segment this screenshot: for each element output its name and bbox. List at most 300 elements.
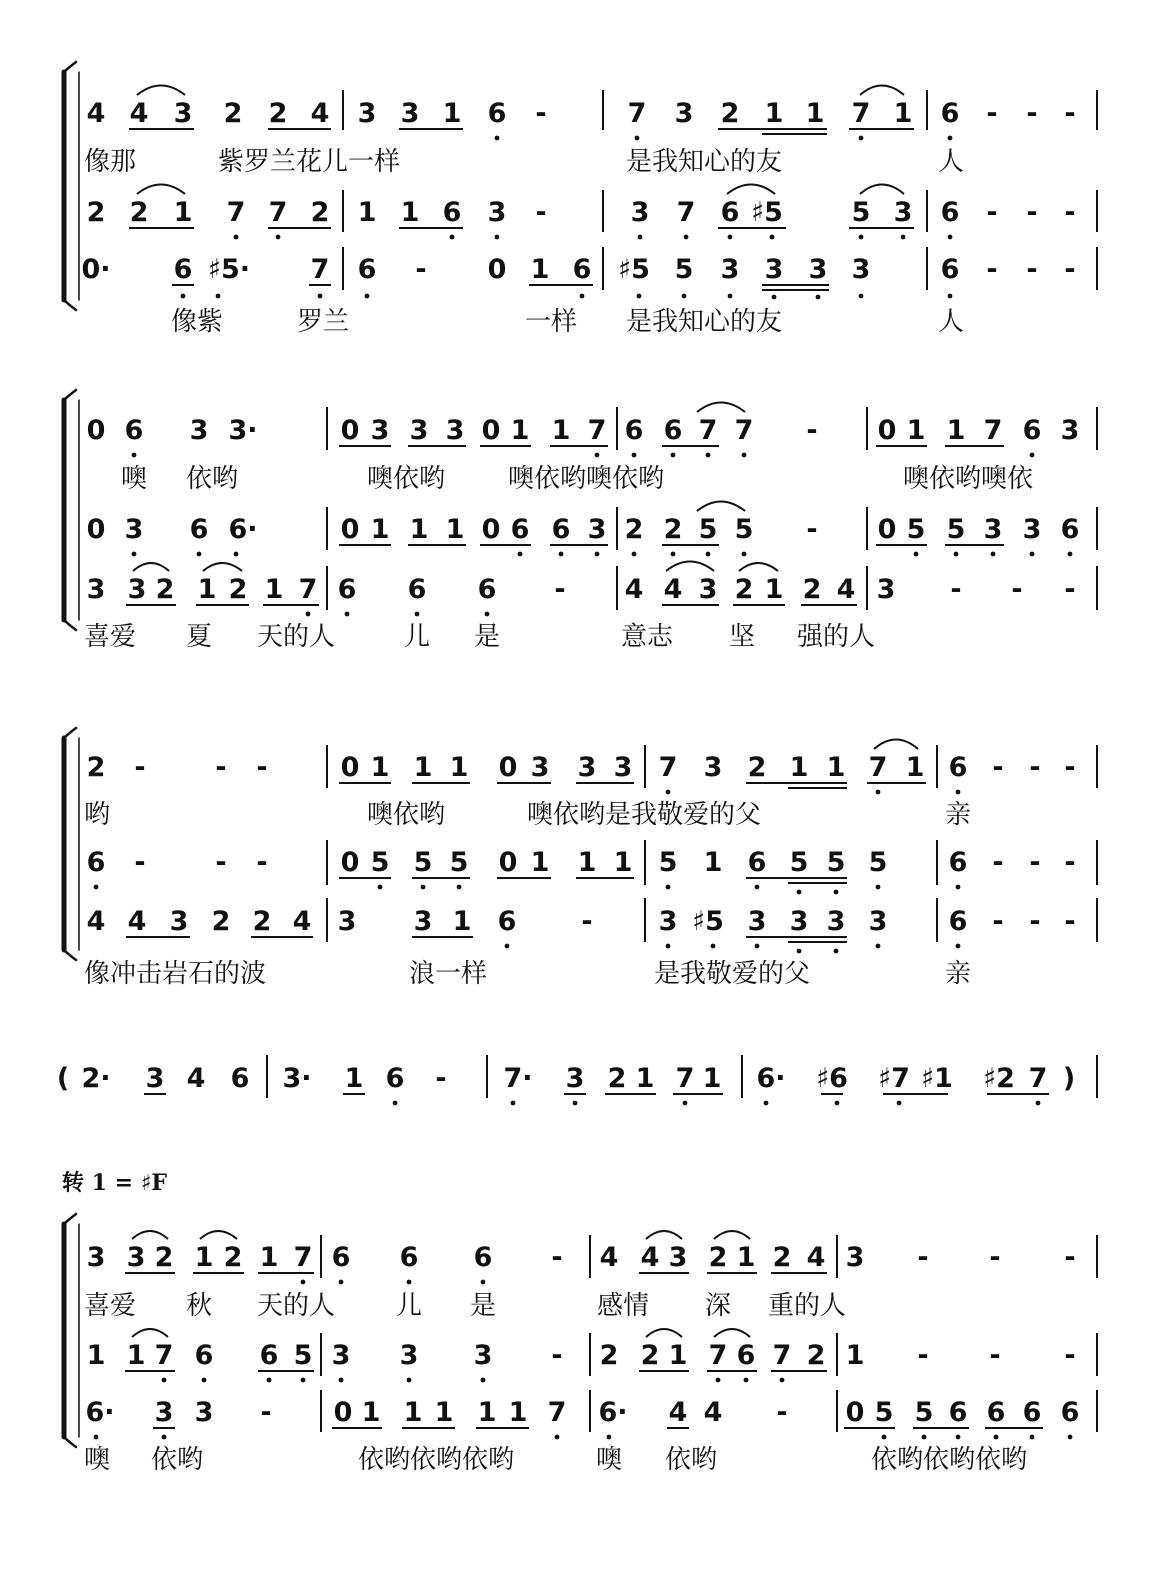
svg-text:-: - xyxy=(1011,574,1023,605)
svg-text:-: - xyxy=(1026,98,1038,129)
svg-text:4: 4 xyxy=(86,98,106,129)
svg-text:3: 3 xyxy=(658,906,678,937)
svg-text:5: 5 xyxy=(874,1397,894,1428)
svg-text:0: 0 xyxy=(481,514,501,545)
svg-text:6: 6 xyxy=(624,415,644,446)
svg-text:3: 3 xyxy=(1060,415,1080,446)
svg-text:喜爱: 喜爱 xyxy=(84,622,137,652)
svg-text:1: 1 xyxy=(126,1340,146,1371)
svg-text:-: - xyxy=(1029,752,1041,783)
svg-text:-: - xyxy=(1064,254,1076,285)
svg-text:6: 6 xyxy=(173,254,193,285)
svg-text:6: 6 xyxy=(1022,1397,1042,1428)
svg-text:秋: 秋 xyxy=(186,1291,213,1321)
svg-text:一样: 一样 xyxy=(525,307,578,337)
svg-text:1: 1 xyxy=(409,514,429,545)
system-3-part-2-notes xyxy=(87,847,1076,894)
svg-text:6: 6 xyxy=(948,752,968,783)
svg-text:-: - xyxy=(1064,752,1076,783)
svg-text:6·: 6· xyxy=(228,514,258,545)
svg-text:罗兰: 罗兰 xyxy=(297,307,350,337)
svg-text:2·: 2· xyxy=(81,1063,111,1094)
svg-text:-: - xyxy=(917,1340,929,1371)
svg-text:-: - xyxy=(806,514,818,545)
svg-text:♯2: ♯2 xyxy=(983,1063,1015,1094)
system-3 xyxy=(84,740,1076,990)
svg-text:7: 7 xyxy=(708,1340,728,1371)
svg-text:5: 5 xyxy=(293,1340,313,1371)
system-5 xyxy=(84,1231,1079,1475)
svg-text:0: 0 xyxy=(877,514,897,545)
svg-text:-: - xyxy=(917,1242,929,1273)
svg-text:6: 6 xyxy=(497,906,517,937)
svg-text:1: 1 xyxy=(452,906,472,937)
svg-text:-: - xyxy=(1064,98,1076,129)
svg-text:3: 3 xyxy=(587,514,607,545)
svg-text:6: 6 xyxy=(551,514,571,545)
svg-text:6: 6 xyxy=(473,1242,493,1273)
svg-text:3: 3 xyxy=(370,415,390,446)
svg-text:依哟依哟依哟: 依哟依哟依哟 xyxy=(871,1445,1028,1475)
svg-text:-: - xyxy=(1064,906,1076,937)
svg-text:3: 3 xyxy=(703,752,723,783)
svg-text:3: 3 xyxy=(868,906,888,937)
svg-text:6: 6 xyxy=(259,1340,279,1371)
svg-text:0: 0 xyxy=(498,752,518,783)
system-1-lyrics-2 xyxy=(171,307,964,337)
bracket-system-2 xyxy=(64,390,79,630)
svg-text:1: 1 xyxy=(434,1397,454,1428)
svg-text:3: 3 xyxy=(720,254,740,285)
svg-text:噢依哟是我敬爱的父: 噢依哟是我敬爱的父 xyxy=(527,800,762,830)
svg-text:3: 3 xyxy=(86,574,106,605)
svg-text:1: 1 xyxy=(344,1063,364,1094)
svg-text:♯7: ♯7 xyxy=(878,1063,910,1094)
svg-text:(: ( xyxy=(56,1063,70,1094)
system-3-lyrics-2 xyxy=(84,959,971,989)
svg-text:6·: 6· xyxy=(85,1397,115,1428)
svg-text:6: 6 xyxy=(510,514,530,545)
svg-text:3: 3 xyxy=(337,906,357,937)
svg-text:0·: 0· xyxy=(81,254,111,285)
svg-text:-: - xyxy=(806,415,818,446)
svg-text:-: - xyxy=(215,847,227,878)
svg-text:7: 7 xyxy=(983,415,1003,446)
svg-text:7: 7 xyxy=(293,1242,313,1273)
svg-text:5: 5 xyxy=(789,847,809,878)
svg-text:-: - xyxy=(1064,574,1076,605)
svg-text:6: 6 xyxy=(331,1242,351,1273)
svg-text:6: 6 xyxy=(948,906,968,937)
svg-text:7: 7 xyxy=(627,98,647,129)
svg-text:♯5: ♯5 xyxy=(618,254,650,285)
svg-text:5: 5 xyxy=(906,514,926,545)
svg-text:0: 0 xyxy=(86,514,106,545)
svg-text:6: 6 xyxy=(337,574,357,605)
svg-text:6: 6 xyxy=(86,847,106,878)
svg-text:6: 6 xyxy=(986,1397,1006,1428)
svg-text:6: 6 xyxy=(948,847,968,878)
svg-text:-: - xyxy=(260,1397,272,1428)
svg-text:深: 深 xyxy=(705,1291,732,1321)
svg-text:7: 7 xyxy=(698,415,718,446)
svg-text:2: 2 xyxy=(223,98,243,129)
svg-text:0: 0 xyxy=(86,415,106,446)
svg-text:♯1: ♯1 xyxy=(921,1063,953,1094)
svg-text:6: 6 xyxy=(399,1242,419,1273)
svg-text:6: 6 xyxy=(357,254,377,285)
svg-text:3: 3 xyxy=(413,906,433,937)
svg-text:1: 1 xyxy=(577,847,597,878)
svg-text:4: 4 xyxy=(129,98,149,129)
system-5-lyrics-2 xyxy=(84,1445,1027,1475)
svg-text:7: 7 xyxy=(298,574,318,605)
svg-text:-: - xyxy=(551,1242,563,1273)
svg-text:3: 3 xyxy=(127,574,147,605)
svg-text:2: 2 xyxy=(211,906,231,937)
svg-text:1: 1 xyxy=(826,752,846,783)
svg-text:1: 1 xyxy=(173,197,193,228)
svg-text:1: 1 xyxy=(764,574,784,605)
svg-text:儿: 儿 xyxy=(404,622,431,652)
svg-text:♯6: ♯6 xyxy=(816,1063,848,1094)
svg-text:3: 3 xyxy=(893,197,913,228)
svg-text:7: 7 xyxy=(734,415,754,446)
svg-text:7: 7 xyxy=(268,197,288,228)
svg-text:2: 2 xyxy=(228,574,248,605)
svg-text:3: 3 xyxy=(357,98,377,129)
svg-text:是我敬爱的父: 是我敬爱的父 xyxy=(654,959,811,989)
svg-text:1: 1 xyxy=(264,574,284,605)
svg-text:3: 3 xyxy=(409,415,429,446)
svg-text:4: 4 xyxy=(703,1397,723,1428)
svg-text:-: - xyxy=(1026,254,1038,285)
system-2-part-2-notes xyxy=(87,502,1080,557)
svg-text:噢依哟: 噢依哟 xyxy=(367,464,446,494)
svg-text:6·: 6· xyxy=(598,1397,628,1428)
svg-text:3: 3 xyxy=(565,1063,585,1094)
svg-text:-: - xyxy=(989,1340,1001,1371)
svg-text:6: 6 xyxy=(442,197,462,228)
svg-text:3: 3 xyxy=(876,574,896,605)
svg-text:2: 2 xyxy=(734,574,754,605)
svg-text:6: 6 xyxy=(487,98,507,129)
score-text-rows xyxy=(2,0,27,3)
svg-text:♯5: ♯5 xyxy=(751,197,783,228)
svg-text:-: - xyxy=(551,1340,563,1371)
svg-text:1: 1 xyxy=(445,514,465,545)
svg-text:5: 5 xyxy=(826,847,846,878)
svg-text:像紫: 像紫 xyxy=(171,307,224,337)
svg-text:-: - xyxy=(134,847,146,878)
svg-text:-: - xyxy=(992,847,1004,878)
svg-text:2: 2 xyxy=(86,752,106,783)
svg-text:2: 2 xyxy=(310,197,330,228)
svg-text:6: 6 xyxy=(663,415,683,446)
svg-text:): ) xyxy=(1062,1063,1076,1094)
svg-text:4: 4 xyxy=(86,906,106,937)
svg-text:1: 1 xyxy=(805,98,825,129)
svg-text:1: 1 xyxy=(635,1063,655,1094)
svg-text:1: 1 xyxy=(508,1397,528,1428)
svg-text:1: 1 xyxy=(789,752,809,783)
svg-text:3: 3 xyxy=(473,1340,493,1371)
svg-text:-: - xyxy=(992,906,1004,937)
svg-text:3: 3 xyxy=(169,906,189,937)
bracket-system-1 xyxy=(64,62,79,310)
svg-text:7: 7 xyxy=(851,98,871,129)
svg-text:-: - xyxy=(415,254,427,285)
svg-text:2: 2 xyxy=(599,1340,619,1371)
svg-text:亲: 亲 xyxy=(945,800,972,830)
svg-text:1: 1 xyxy=(893,98,913,129)
svg-text:亲: 亲 xyxy=(945,959,972,989)
system-2-part-3-notes xyxy=(87,562,1076,617)
svg-text:-: - xyxy=(986,254,998,285)
svg-text:2: 2 xyxy=(640,1340,660,1371)
svg-text:感情: 感情 xyxy=(597,1291,650,1321)
svg-text:-: - xyxy=(992,752,1004,783)
svg-text:2: 2 xyxy=(154,1242,174,1273)
system-3-part-1-notes xyxy=(87,740,1076,795)
svg-text:夏: 夏 xyxy=(186,622,213,652)
svg-text:-: - xyxy=(1026,197,1038,228)
svg-text:1: 1 xyxy=(530,847,550,878)
svg-text:2: 2 xyxy=(607,1063,627,1094)
svg-text:1: 1 xyxy=(357,197,377,228)
svg-text:5: 5 xyxy=(449,847,469,878)
svg-text:是: 是 xyxy=(474,622,501,652)
svg-text:5: 5 xyxy=(734,514,754,545)
svg-text:3: 3 xyxy=(808,254,828,285)
svg-text:1: 1 xyxy=(477,1397,497,1428)
svg-text:2: 2 xyxy=(268,98,288,129)
svg-text:紫罗兰花儿一样: 紫罗兰花儿一样 xyxy=(218,147,401,177)
interlude xyxy=(57,1063,1075,1105)
svg-text:6: 6 xyxy=(720,197,740,228)
svg-text:噢: 噢 xyxy=(596,1445,623,1475)
system-1-lyrics-1 xyxy=(84,147,964,177)
svg-text:0: 0 xyxy=(340,415,360,446)
svg-text:4: 4 xyxy=(186,1063,206,1094)
svg-text:0: 0 xyxy=(340,514,360,545)
svg-text:7: 7 xyxy=(547,1397,567,1428)
svg-text:哟: 哟 xyxy=(84,800,111,830)
svg-text:1: 1 xyxy=(361,1397,381,1428)
system-3-lyrics-1 xyxy=(84,800,971,830)
svg-text:3: 3 xyxy=(1022,514,1042,545)
svg-text:3: 3 xyxy=(789,906,809,937)
svg-text:3: 3 xyxy=(530,752,550,783)
svg-text:是我知心的友: 是我知心的友 xyxy=(626,147,783,177)
svg-text:-: - xyxy=(1029,906,1041,937)
svg-text:4: 4 xyxy=(292,906,312,937)
svg-text:重的人: 重的人 xyxy=(768,1291,847,1321)
system-5-part-3-notes xyxy=(85,1397,1079,1439)
system-5-part-2-notes xyxy=(87,1329,1076,1382)
svg-text:3: 3 xyxy=(400,98,420,129)
svg-text:3: 3 xyxy=(577,752,597,783)
svg-text:3: 3 xyxy=(145,1063,165,1094)
svg-text:3: 3 xyxy=(826,906,846,937)
svg-text:人: 人 xyxy=(938,147,965,177)
system-2 xyxy=(84,403,1079,653)
svg-text:6: 6 xyxy=(572,254,592,285)
svg-text:6: 6 xyxy=(230,1063,250,1094)
svg-text:4: 4 xyxy=(127,906,147,937)
svg-text:7: 7 xyxy=(587,415,607,446)
svg-text:♯5: ♯5 xyxy=(692,906,724,937)
svg-text:是我知心的友: 是我知心的友 xyxy=(626,307,783,337)
svg-text:-: - xyxy=(986,197,998,228)
svg-text:0: 0 xyxy=(481,415,501,446)
system-5-lyrics-1 xyxy=(84,1291,846,1321)
system-5-row-5 xyxy=(2,0,22,3)
svg-text:2: 2 xyxy=(708,1242,728,1273)
svg-text:4: 4 xyxy=(663,574,683,605)
svg-text:1: 1 xyxy=(413,752,433,783)
svg-text:依哟: 依哟 xyxy=(665,1445,718,1475)
svg-text:6: 6 xyxy=(736,1340,756,1371)
svg-text:2: 2 xyxy=(223,1242,243,1273)
svg-text:3: 3 xyxy=(674,98,694,129)
svg-text:-: - xyxy=(950,574,962,605)
svg-text:3: 3 xyxy=(445,415,465,446)
svg-text:1: 1 xyxy=(403,1397,423,1428)
svg-text:3: 3 xyxy=(86,1242,106,1273)
svg-text:5: 5 xyxy=(851,197,871,228)
svg-text:6: 6 xyxy=(1060,1397,1080,1428)
svg-text:噢: 噢 xyxy=(84,1445,111,1475)
svg-text:1: 1 xyxy=(370,514,390,545)
svg-text:1: 1 xyxy=(194,1242,214,1273)
svg-text:6: 6 xyxy=(407,574,427,605)
svg-text:3: 3 xyxy=(698,574,718,605)
svg-text:1: 1 xyxy=(400,197,420,228)
svg-text:1: 1 xyxy=(197,574,217,605)
svg-text:4: 4 xyxy=(310,98,330,129)
svg-text:7: 7 xyxy=(1028,1063,1048,1094)
svg-text:是: 是 xyxy=(470,1291,497,1321)
svg-text:6: 6 xyxy=(189,514,209,545)
svg-text:3: 3 xyxy=(845,1242,865,1273)
svg-text:-: - xyxy=(986,98,998,129)
svg-text:0: 0 xyxy=(340,847,360,878)
svg-text:-: - xyxy=(1029,847,1041,878)
svg-text:1: 1 xyxy=(442,98,462,129)
svg-text:3: 3 xyxy=(747,906,767,937)
svg-text:坚: 坚 xyxy=(729,622,756,652)
key-change-label: 转 1 = ♯F xyxy=(62,1170,167,1196)
svg-text:4: 4 xyxy=(668,1397,688,1428)
svg-text:3: 3 xyxy=(173,98,193,129)
svg-text:-: - xyxy=(134,752,146,783)
svg-text:依哟: 依哟 xyxy=(151,1445,204,1475)
svg-text:喜爱: 喜爱 xyxy=(84,1291,137,1321)
svg-text:1: 1 xyxy=(613,847,633,878)
svg-text:1: 1 xyxy=(764,98,784,129)
svg-text:意志: 意志 xyxy=(621,622,674,652)
svg-text:1: 1 xyxy=(668,1340,688,1371)
svg-text:3: 3 xyxy=(630,197,650,228)
svg-text:1: 1 xyxy=(703,847,723,878)
bar-lines xyxy=(264,90,1097,1432)
svg-text:4: 4 xyxy=(806,1242,826,1273)
svg-text:1: 1 xyxy=(946,415,966,446)
svg-text:浪一样: 浪一样 xyxy=(409,959,488,989)
svg-text:3: 3 xyxy=(851,254,871,285)
svg-text:6: 6 xyxy=(1022,415,1042,446)
svg-text:-: - xyxy=(535,98,547,129)
svg-text:2: 2 xyxy=(772,1242,792,1273)
svg-text:像那: 像那 xyxy=(84,147,137,177)
svg-text:0: 0 xyxy=(877,415,897,446)
svg-text:6: 6 xyxy=(940,197,960,228)
svg-text:1: 1 xyxy=(845,1340,865,1371)
svg-text:天的人: 天的人 xyxy=(257,622,336,652)
svg-text:-: - xyxy=(535,197,547,228)
svg-text:3: 3 xyxy=(487,197,507,228)
svg-text:3: 3 xyxy=(331,1340,351,1371)
svg-text:7: 7 xyxy=(658,752,678,783)
svg-text:7: 7 xyxy=(868,752,888,783)
svg-text:人: 人 xyxy=(938,307,965,337)
svg-text:2: 2 xyxy=(155,574,175,605)
svg-text:3: 3 xyxy=(613,752,633,783)
svg-text:7: 7 xyxy=(676,197,696,228)
svg-text:5: 5 xyxy=(674,254,694,285)
svg-text:3·: 3· xyxy=(228,415,258,446)
system-2-part-1-notes xyxy=(87,403,1080,458)
svg-text:1: 1 xyxy=(736,1242,756,1273)
svg-text:2: 2 xyxy=(624,514,644,545)
svg-text:6: 6 xyxy=(1060,514,1080,545)
svg-text:-: - xyxy=(256,752,268,783)
svg-text:1: 1 xyxy=(510,415,530,446)
svg-text:3: 3 xyxy=(764,254,784,285)
svg-text:5: 5 xyxy=(658,847,678,878)
svg-text:-: - xyxy=(1064,197,1076,228)
svg-text:6: 6 xyxy=(385,1063,405,1094)
svg-text:3: 3 xyxy=(668,1242,688,1273)
svg-text:0: 0 xyxy=(340,752,360,783)
svg-text:1: 1 xyxy=(259,1242,279,1273)
svg-text:4: 4 xyxy=(836,574,856,605)
svg-text:3: 3 xyxy=(126,1242,146,1273)
svg-text:1: 1 xyxy=(702,1063,722,1094)
svg-text:-: - xyxy=(554,574,566,605)
svg-text:像冲击岩石的波: 像冲击岩石的波 xyxy=(84,959,267,989)
svg-text:5: 5 xyxy=(698,514,718,545)
svg-text:♯5·: ♯5· xyxy=(207,254,251,285)
svg-text:6: 6 xyxy=(940,98,960,129)
svg-text:3·: 3· xyxy=(282,1063,312,1094)
svg-text:6·: 6· xyxy=(756,1063,786,1094)
svg-text:-: - xyxy=(776,1397,788,1428)
svg-text:0: 0 xyxy=(498,847,518,878)
svg-text:噢依哟: 噢依哟 xyxy=(367,800,446,830)
svg-text:0: 0 xyxy=(487,254,507,285)
svg-text:6: 6 xyxy=(194,1340,214,1371)
svg-text:6: 6 xyxy=(477,574,497,605)
svg-text:噢: 噢 xyxy=(121,464,148,494)
svg-text:2: 2 xyxy=(252,906,272,937)
svg-text:7·: 7· xyxy=(503,1063,533,1094)
system-3-part-3-notes xyxy=(87,906,1076,953)
svg-text:2: 2 xyxy=(129,197,149,228)
svg-text:4: 4 xyxy=(640,1242,660,1273)
svg-text:-: - xyxy=(215,752,227,783)
